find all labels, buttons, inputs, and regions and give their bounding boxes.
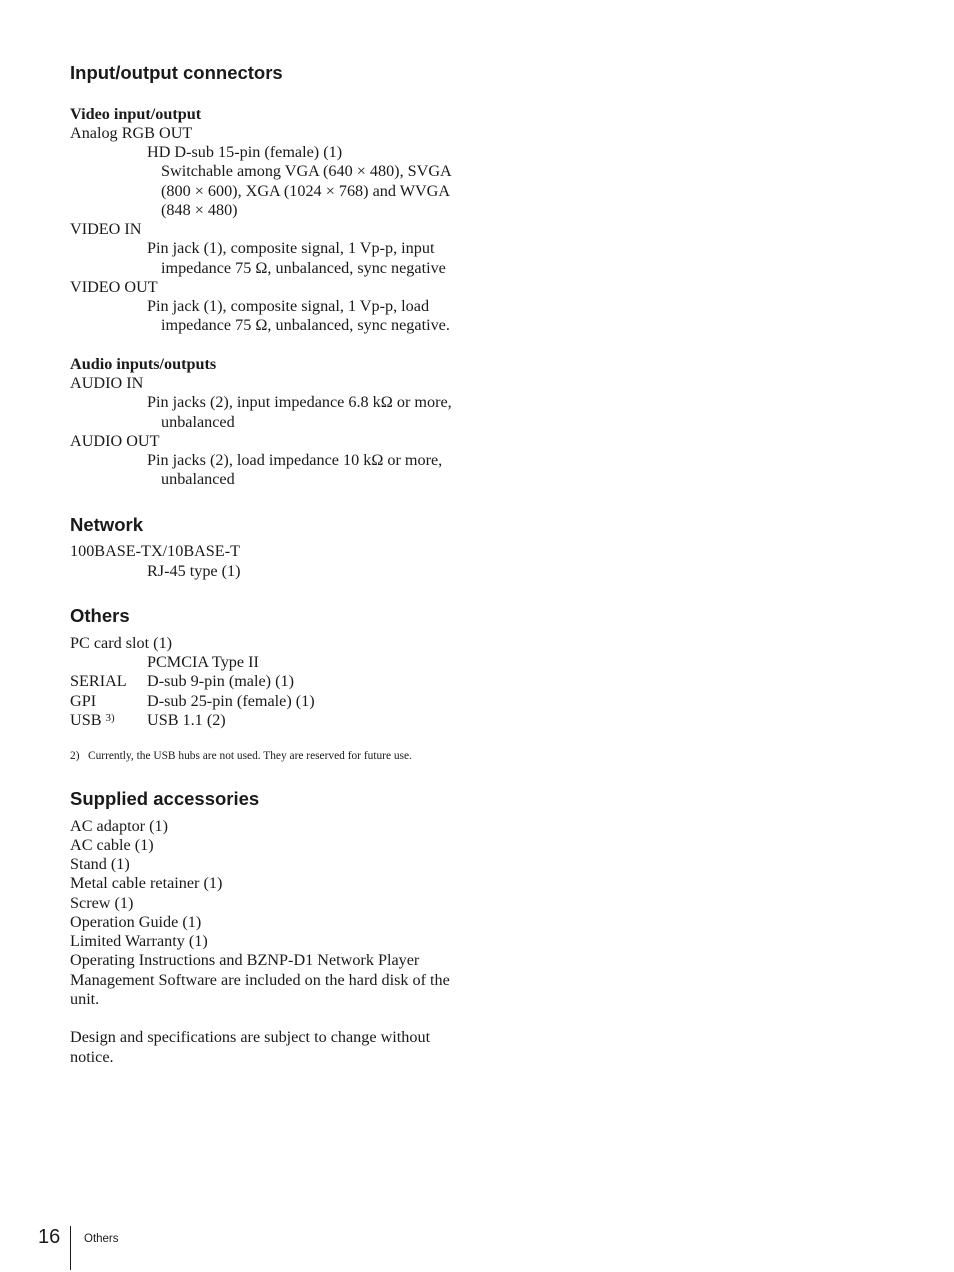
spec-value: unbalanced: [161, 470, 235, 488]
list-item: AC adaptor (1): [70, 817, 168, 835]
list-item: AC cable (1): [70, 836, 154, 854]
spec-label-video-out: VIDEO OUT: [70, 278, 158, 296]
spec-value: Pin jacks (2), load impedance 10 kΩ or more,: [147, 451, 443, 469]
disclaimer: Design and specifications are subject to change without: [70, 1028, 431, 1046]
accessories-note: Management Software are included on the hard disk of the: [70, 971, 450, 989]
spec-value: RJ-45 type (1): [147, 562, 241, 580]
disclaimer: notice.: [70, 1048, 114, 1066]
subheading-video: Video input/output: [70, 105, 202, 123]
list-item: Screw (1): [70, 894, 134, 912]
list-item: Metal cable retainer (1): [70, 874, 223, 892]
spec-label-gpi: GPI: [70, 692, 97, 710]
section-heading-accessories: Supplied accessories: [70, 788, 260, 809]
list-item: Operation Guide (1): [70, 913, 202, 931]
footnote-text: Currently, the USB hubs are not used. They are reserved for future use.: [88, 750, 412, 762]
section-heading-others: Others: [70, 605, 130, 626]
spec-label-ethernet: 100BASE-TX/10BASE-T: [70, 542, 240, 560]
spec-value: (848 × 480): [161, 201, 238, 219]
section-heading-io: Input/output connectors: [70, 62, 283, 83]
spec-label-analog-rgb-out: Analog RGB OUT: [70, 124, 193, 142]
subheading-audio: Audio inputs/outputs: [70, 355, 217, 373]
usb-label-text: USB: [70, 711, 102, 729]
spec-value: Switchable among VGA (640 × 480), SVGA: [161, 162, 452, 180]
spec-value: USB 1.1 (2): [147, 711, 226, 729]
list-item: Limited Warranty (1): [70, 932, 208, 950]
spec-value: D-sub 9-pin (male) (1): [147, 672, 294, 690]
accessories-note: unit.: [70, 990, 100, 1008]
spec-label-audio-in: AUDIO IN: [70, 374, 144, 392]
footer-divider: [70, 1226, 71, 1270]
footnote-reference: 3): [105, 712, 115, 724]
spec-value: Pin jacks (2), input impedance 6.8 kΩ or more,: [147, 393, 452, 411]
spec-value: Pin jack (1), composite signal, 1 Vp-p, input: [147, 239, 435, 257]
section-heading-network: Network: [70, 514, 143, 535]
spec-label-audio-out: AUDIO OUT: [70, 432, 160, 450]
spec-value: D-sub 25-pin (female) (1): [147, 692, 315, 710]
spec-value: impedance 75 Ω, unbalanced, sync negative.: [161, 316, 450, 334]
spec-label-usb: [70, 711, 115, 732]
spec-value: HD D-sub 15-pin (female) (1): [147, 143, 343, 161]
spec-value: PCMCIA Type II: [147, 653, 259, 671]
spec-label-serial: SERIAL: [70, 672, 127, 690]
spec-value: Pin jack (1), composite signal, 1 Vp-p, load: [147, 297, 430, 315]
spec-label-video-in: VIDEO IN: [70, 220, 142, 238]
list-item: Stand (1): [70, 855, 130, 873]
spec-label-pc-card: PC card slot (1): [70, 634, 173, 652]
page-number: 16: [38, 1226, 61, 1248]
spec-value: unbalanced: [161, 413, 235, 431]
footnote-number: 2): [70, 750, 80, 762]
accessories-note: Operating Instructions and BZNP-D1 Network Player: [70, 951, 420, 969]
footer-section-label: Others: [84, 1233, 119, 1245]
spec-value: impedance 75 Ω, unbalanced, sync negative: [161, 259, 446, 277]
spec-value: (800 × 600), XGA (1024 × 768) and WVGA: [161, 182, 451, 200]
